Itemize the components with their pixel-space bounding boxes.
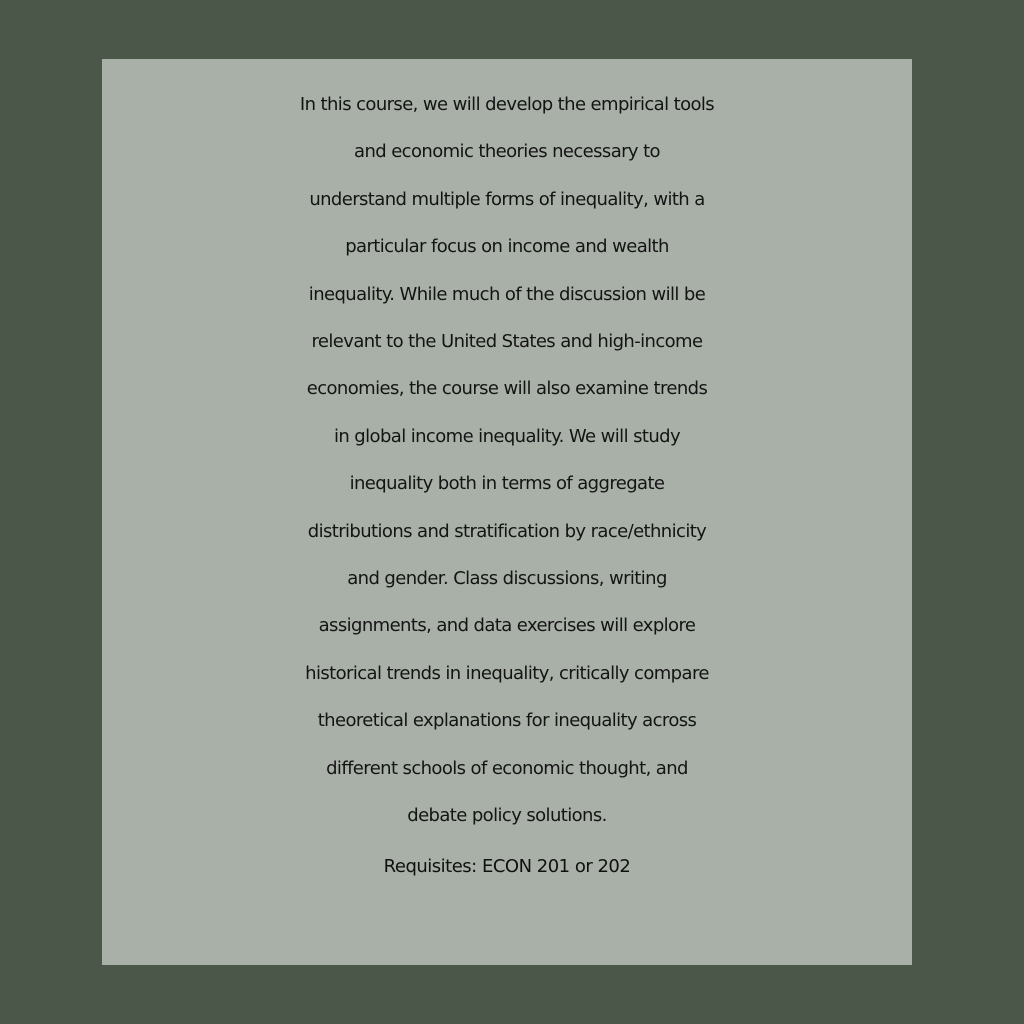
requisites-text: Requisites: ECON 201 or 202 bbox=[383, 856, 631, 877]
description-line: different schools of economic thought, and bbox=[326, 757, 688, 779]
description-line: distributions and stratification by race/ethnicity bbox=[307, 520, 707, 542]
description-line: in global income inequality. We will study bbox=[333, 425, 681, 447]
description-line: theoretical explanations for inequality across bbox=[317, 710, 697, 732]
description-line: inequality both in terms of aggregate bbox=[349, 473, 665, 495]
description-line: assignments, and data exercises will explore bbox=[318, 615, 696, 637]
description-line: and gender. Class discussions, writing bbox=[347, 568, 667, 590]
description-line: debate policy solutions. bbox=[407, 805, 607, 827]
description-line: relevant to the United States and high-income bbox=[311, 331, 703, 353]
description-line: and economic theories necessary to bbox=[354, 141, 660, 163]
description-line: In this course, we will develop the empirical tools bbox=[299, 94, 715, 115]
description-line: particular focus on income and wealth bbox=[345, 236, 669, 258]
description-line: inequality. While much of the discussion will be bbox=[308, 283, 706, 305]
description-line: historical trends in inequality, critically compare bbox=[305, 662, 709, 684]
course-description-card bbox=[102, 59, 912, 965]
description-line: economies, the course will also examine trends bbox=[306, 378, 708, 400]
description-line: understand multiple forms of inequality, with a bbox=[309, 188, 705, 210]
course-description bbox=[102, 81, 912, 840]
